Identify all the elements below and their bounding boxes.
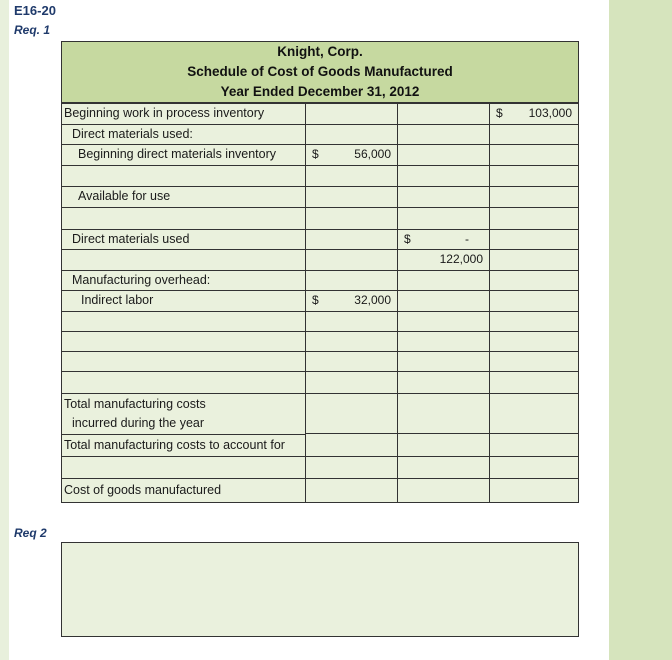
cell-input[interactable] xyxy=(306,352,398,372)
cell-input[interactable] xyxy=(398,479,490,502)
cell-input[interactable] xyxy=(62,291,306,312)
table-row xyxy=(62,479,578,502)
schedule-grid xyxy=(61,103,579,503)
cell-input[interactable] xyxy=(398,372,490,394)
dollar-sign: $ xyxy=(312,147,319,161)
row-label: Direct materials used: xyxy=(72,127,193,141)
cell-input[interactable] xyxy=(306,457,398,479)
cell-input[interactable] xyxy=(62,187,306,208)
cell-input[interactable] xyxy=(398,332,490,352)
row-label: Total manufacturing costs xyxy=(64,397,206,411)
cell-input[interactable] xyxy=(306,479,398,502)
cell-input[interactable] xyxy=(62,394,306,434)
cell-input[interactable] xyxy=(490,104,578,125)
amount: 56,000 xyxy=(354,147,391,161)
cell-input[interactable] xyxy=(62,145,306,166)
row-label: Cost of goods manufactured xyxy=(64,483,222,497)
cell-input[interactable] xyxy=(306,104,398,125)
cell-input[interactable] xyxy=(490,434,578,457)
cell-input[interactable] xyxy=(306,271,398,291)
cell-input[interactable] xyxy=(306,434,398,457)
cell-input[interactable] xyxy=(62,352,306,372)
amount: 32,000 xyxy=(354,293,391,307)
table-row xyxy=(62,166,578,187)
cell-input[interactable] xyxy=(490,208,578,230)
statement-title: Schedule of Cost of Goods Manufactured xyxy=(187,64,453,79)
cell-input[interactable] xyxy=(306,332,398,352)
cell-input[interactable] xyxy=(398,394,490,434)
cell-input[interactable] xyxy=(398,457,490,479)
table-row xyxy=(62,394,578,434)
row-label: Manufacturing overhead: xyxy=(72,273,211,287)
table-row xyxy=(62,434,578,457)
cell-input[interactable] xyxy=(490,332,578,352)
cell-input[interactable] xyxy=(62,104,306,125)
table-row xyxy=(62,372,578,394)
row-label: Beginning direct materials inventory xyxy=(78,147,277,161)
cell-input[interactable] xyxy=(62,230,306,250)
cell-input[interactable] xyxy=(62,125,306,145)
row-label: Available for use xyxy=(78,189,171,203)
cell-input[interactable] xyxy=(490,230,578,250)
cell-input[interactable] xyxy=(490,372,578,394)
cell-input[interactable] xyxy=(490,166,578,187)
amount: - xyxy=(465,232,469,246)
cell-input[interactable] xyxy=(490,312,578,332)
cell-input[interactable] xyxy=(490,187,578,208)
table-row xyxy=(62,187,578,208)
cell-input[interactable] xyxy=(398,145,490,166)
row-label: Direct materials used xyxy=(72,232,190,246)
table-row xyxy=(62,104,578,125)
cell-input[interactable] xyxy=(490,394,578,434)
table-row xyxy=(62,250,578,271)
table-row xyxy=(62,457,578,479)
dollar-sign: $ xyxy=(404,232,411,246)
table-row xyxy=(62,125,578,145)
cell-input[interactable] xyxy=(490,125,578,145)
amount: 103,000 xyxy=(528,106,572,120)
row-label: Indirect labor xyxy=(81,293,154,307)
cell-input[interactable] xyxy=(62,208,306,230)
req1-label: Req. 1 xyxy=(14,23,51,37)
exercise-title: E16-20 xyxy=(14,3,56,18)
cell-input[interactable] xyxy=(306,125,398,145)
company-name: Knight, Corp. xyxy=(277,44,363,59)
cell-input[interactable] xyxy=(398,125,490,145)
cell-input[interactable] xyxy=(490,479,578,502)
schedule-header xyxy=(61,41,579,103)
cell-input[interactable] xyxy=(62,434,306,457)
cell-input[interactable] xyxy=(490,352,578,372)
cell-input[interactable] xyxy=(490,457,578,479)
cell-input[interactable] xyxy=(62,372,306,394)
cell-input[interactable] xyxy=(62,166,306,187)
cell-input[interactable] xyxy=(62,457,306,479)
cell-input[interactable] xyxy=(398,187,490,208)
cell-input[interactable] xyxy=(398,104,490,125)
cell-input[interactable] xyxy=(62,332,306,352)
cell-input[interactable] xyxy=(62,271,306,291)
table-row xyxy=(62,230,578,250)
cell-input[interactable] xyxy=(306,394,398,434)
table-row xyxy=(62,332,578,352)
cell-input[interactable] xyxy=(306,208,398,230)
cell-input[interactable] xyxy=(306,312,398,332)
cell-input[interactable] xyxy=(306,187,398,208)
table-row xyxy=(62,352,578,372)
dollar-sign: $ xyxy=(496,106,503,120)
right-side-panel xyxy=(609,0,672,660)
req2-label: Req 2 xyxy=(14,526,47,540)
cell-input[interactable] xyxy=(398,291,490,312)
cell-input[interactable] xyxy=(306,372,398,394)
table-row xyxy=(62,208,578,230)
row-label: incurred during the year xyxy=(72,416,205,430)
cell-input[interactable] xyxy=(62,312,306,332)
cell-input[interactable] xyxy=(398,208,490,230)
left-margin xyxy=(0,0,9,660)
cell-input[interactable] xyxy=(398,250,490,271)
table-row xyxy=(62,271,578,291)
cell-input[interactable] xyxy=(490,291,578,312)
cell-input[interactable] xyxy=(490,145,578,166)
table-row xyxy=(62,291,578,312)
cell-input[interactable] xyxy=(306,250,398,271)
cell-input[interactable] xyxy=(398,434,490,457)
cell-input[interactable] xyxy=(398,271,490,291)
cell-input[interactable] xyxy=(306,145,398,166)
cell-input[interactable] xyxy=(306,291,398,312)
cell-input[interactable] xyxy=(398,352,490,372)
cell-input[interactable] xyxy=(490,271,578,291)
cell-input[interactable] xyxy=(306,230,398,250)
dollar-sign: $ xyxy=(312,293,319,307)
cell-input[interactable] xyxy=(62,250,306,271)
amount: 122,000 xyxy=(439,252,483,266)
row-label: Beginning work in process inventory xyxy=(64,106,265,120)
statement-period: Year Ended December 31, 2012 xyxy=(220,84,420,99)
cell-input[interactable] xyxy=(398,312,490,332)
cell-input[interactable] xyxy=(62,479,306,502)
req2-answer-box[interactable] xyxy=(61,542,579,637)
table-row xyxy=(62,312,578,332)
cell-input[interactable] xyxy=(398,166,490,187)
cell-input[interactable] xyxy=(398,230,490,250)
row-label: Total manufacturing costs to account for xyxy=(64,438,285,452)
cell-input[interactable] xyxy=(306,166,398,187)
cell-input[interactable] xyxy=(490,250,578,271)
table-row xyxy=(62,145,578,166)
